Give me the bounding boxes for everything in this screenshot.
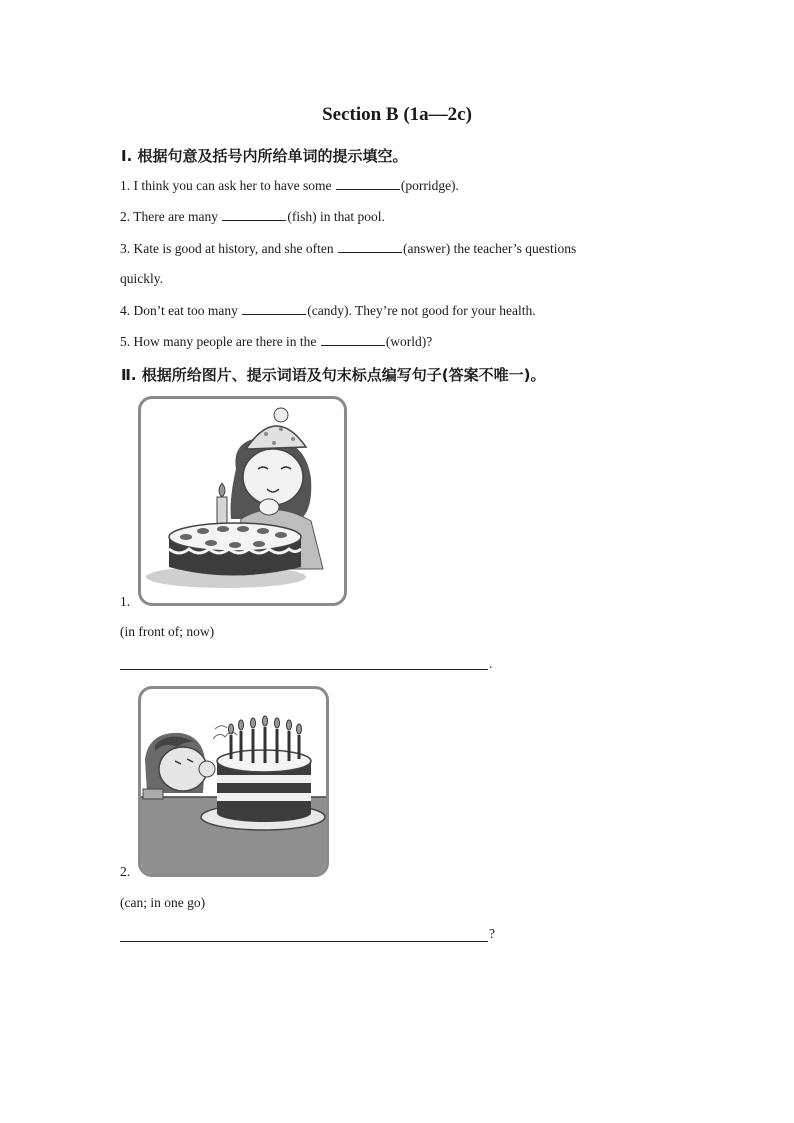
question-4-text: 4. Don’t eat too many <box>120 303 242 318</box>
question-5 <box>120 333 432 350</box>
question-7-hint: (can; in one go) <box>120 895 206 910</box>
question-3-hint: (answer) the teacher’s questions <box>402 241 577 256</box>
question-3-text: 3. Kate is good at history, and she often <box>120 241 337 256</box>
blank-3[interactable] <box>338 240 402 253</box>
question-1 <box>120 177 459 194</box>
question-1-hint: (porridge). <box>400 178 459 193</box>
question-1-text: 1. I think you can ask her to have some <box>120 178 335 193</box>
question-4-hint: (candy). They’re not good for your health. <box>307 303 536 318</box>
part1-heading: Ⅰ. 根据句意及括号内所给单词的提示填空。 <box>121 147 408 165</box>
question-5-text: 5. How many people are there in the <box>120 334 320 349</box>
answer-line-2-end: ? <box>489 926 495 941</box>
answer-line-1[interactable] <box>120 669 488 670</box>
answer-line-2[interactable] <box>120 941 488 942</box>
question-2 <box>120 208 385 225</box>
page-title: Section B (1a—2c) <box>322 104 472 125</box>
question-3 <box>120 240 576 257</box>
question-4 <box>120 302 536 319</box>
question-2-text: 2. There are many <box>120 209 222 224</box>
question-5-hint: (world)? <box>385 334 433 349</box>
answer-line-1-end: . <box>489 656 493 671</box>
question-3-continued: quickly. <box>120 271 163 286</box>
question-6-number: 1. <box>120 594 131 609</box>
part2-heading: Ⅱ. 根据所给图片、提示词语及句末标点编写句子(答案不唯一)。 <box>121 366 546 384</box>
question-2-hint: (fish) in that pool. <box>287 209 385 224</box>
blank-4[interactable] <box>242 302 306 315</box>
picture-girl-with-cake <box>138 396 347 606</box>
question-7-number: 2. <box>120 864 131 879</box>
blank-2[interactable] <box>222 208 286 221</box>
girl-cake-illustration <box>141 399 344 603</box>
blank-1[interactable] <box>336 177 400 190</box>
question-6-hint: (in front of; now) <box>120 624 215 639</box>
picture-boy-blowing-candles <box>138 686 329 877</box>
boy-candles-illustration <box>141 689 326 874</box>
blank-5[interactable] <box>321 333 385 346</box>
